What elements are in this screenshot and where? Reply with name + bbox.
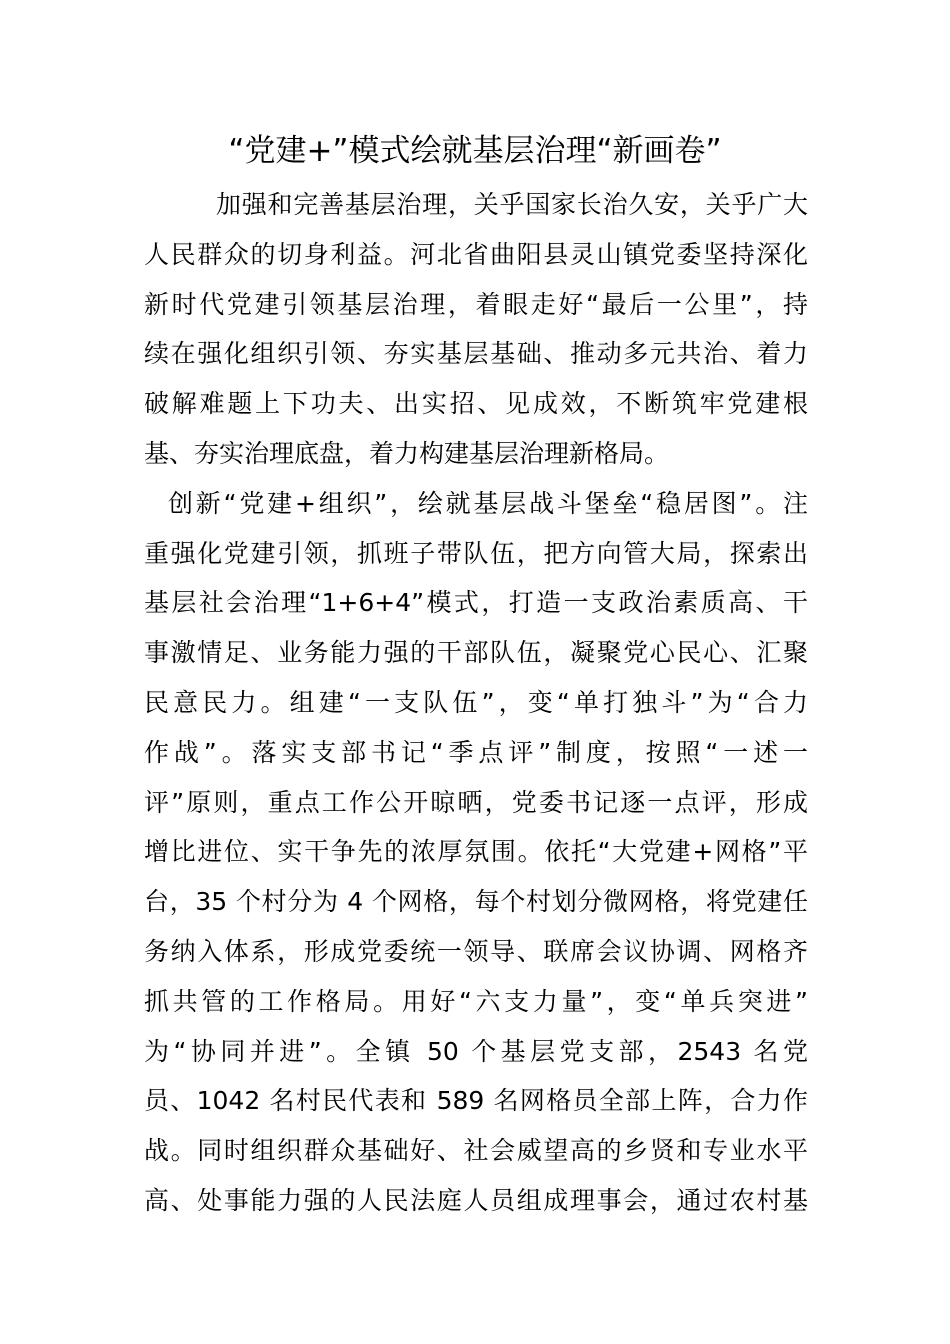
text-line: 基、夯实治理底盘，着力构建基层治理新格局。 [144, 438, 670, 468]
text-line: 高、处事能力强的人民法庭人员组成理事会，通过农村基 [144, 1185, 808, 1215]
text-line: 民意民力。组建“一支队伍”，变“单打独斗”为“合力 [144, 687, 808, 717]
text-line: 务纳入体系，形成党委统一领导、联席会议协调、网格齐 [144, 936, 808, 966]
text-line: 事激情足、业务能力强的干部队伍，凝聚党心民心、汇聚 [144, 638, 808, 668]
text-line: 续在强化组织引领、夯实基层基础、推动多元共治、着力 [144, 339, 808, 369]
text-line: 为“协同并进”。全镇 50 个基层党支部，2543 名党 [144, 1036, 808, 1066]
text-line: 员、1042 名村民代表和 589 名网格员全部上阵，合力作 [144, 1086, 808, 1116]
paragraph-1 [144, 180, 808, 479]
text-line: 作战”。落实支部书记“季点评”制度，按照“一述一 [144, 737, 808, 767]
text-line: 基层社会治理“1+6+4”模式，打造一支政治素质高、干 [144, 588, 808, 618]
text-line: 重强化党建引领，抓班子带队伍，把方向管大局，探索出 [144, 538, 808, 568]
document-title: “党建+”模式绘就基层治理“新画卷” [228, 133, 722, 169]
text-line: 新时代党建引领基层治理，着眼走好“最后一公里”，持 [144, 289, 808, 319]
text-line: 台，35 个村分为 4 个网格，每个村划分微网格，将党建任 [144, 887, 808, 917]
text-line: 评”原则，重点工作公开晾晒，党委书记逐一点评，形成 [144, 787, 808, 817]
text-line: 抓共管的工作格局。用好“六支力量”，变“单兵突进” [144, 986, 808, 1016]
text-line: 破解难题上下功夫、出实招、见成效，不断筑牢党建根 [144, 389, 808, 419]
text-line: 加强和完善基层治理，关乎国家长治久安，关乎广大 [216, 190, 808, 219]
text-line: 增比进位、实干争先的浓厚氛围。依托“大党建+网格”平 [144, 837, 808, 867]
text-line: 战。同时组织群众基础好、社会威望高的乡贤和专业水平 [144, 1136, 808, 1166]
document-body [144, 180, 808, 1226]
text-line: 创新“党建+组织”，绘就基层战斗堡垒“稳居图”。注 [168, 488, 808, 518]
text-line: 人民群众的切身利益。河北省曲阳县灵山镇党委坚持深化 [144, 239, 808, 269]
paragraph-2 [144, 479, 808, 1226]
